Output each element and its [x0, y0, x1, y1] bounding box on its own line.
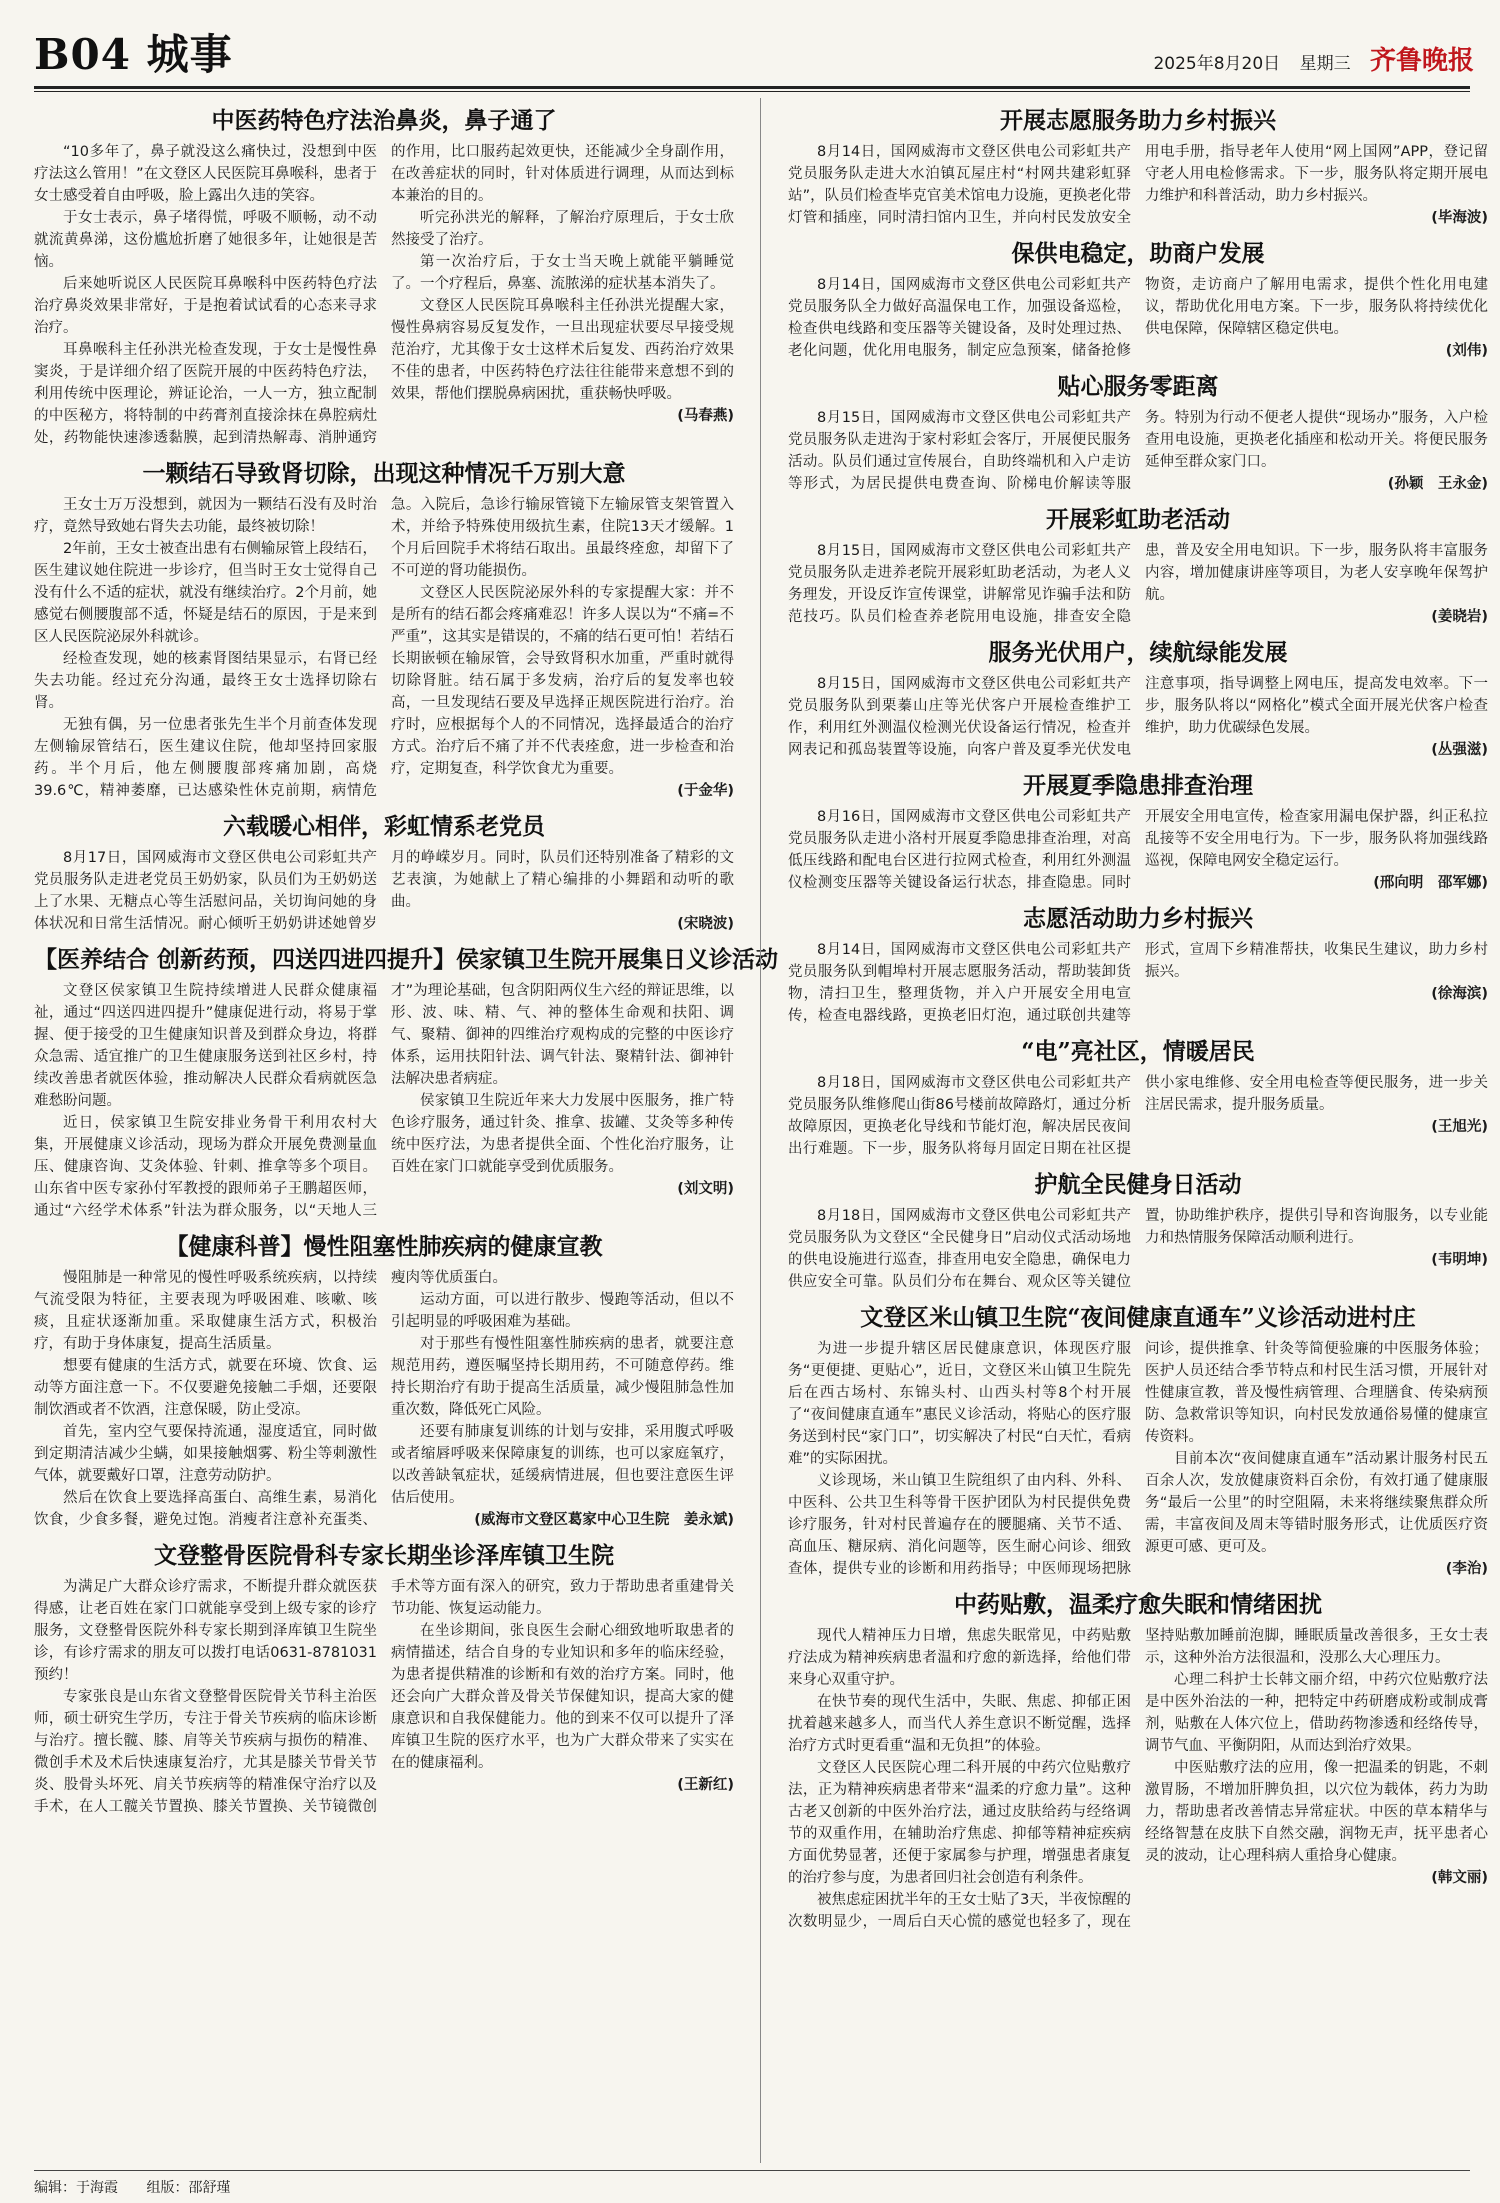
article-paragraph: 首先，室内空气要保持流通，湿度适宜，同时做到定期清洁减少尘螨，如果接触烟雾、粉尘等刺激性气体，就要戴好口罩，注意劳动防护。: [34, 1424, 377, 1484]
article-headline: 志愿活动助力乡村振兴: [1023, 905, 1253, 932]
article-paragraph: 被焦虑症困扰半年的王女士贴了3天，半夜惊醒的次数明显少，一周后白天心慌的感觉也轻多了，现在坚持贴敷加睡前泡脚，睡眠质量改善很多，王女士表示，这种外治方法很温和，没那么大心理压力。: [788, 1628, 1488, 1930]
article-paragraph: 为进一步提升辖区居民健康意识，体现医疗服务“更便捷、更贴心”，近日，文登区米山镇卫生院先后在西古场村、东锦头村、山西头村等8个村开展了“夜间健康直通车”惠民义诊活动，将贴心的医疗服务送到村民“家门口”，切实解决了村民“白天忙，看病难”的实际困扰。: [788, 1341, 1131, 1467]
article-paragraph: 为满足广大群众诊疗需求，不断提升群众就医获得感，让老百姓在家门口就能享受到上级专家的诊疗服务，文登整骨医院外科专家长期到泽库镇卫生院坐诊，有诊疗需求的朋友可以拨打电话0631-8781031预约！: [34, 1579, 377, 1683]
article-byline: (韦明坤): [1431, 1252, 1488, 1268]
article-paragraph: 在坐诊期间，张良医生会耐心细致地听取患者的病情描述，结合自身的专业知识和多年的临床经验，为患者提供精准的诊断和有效的治疗方案。同时，他还会向广大群众普及骨关节保健知识，提高大家的健康意识和自我保健能力。他的到来不仅可以提升了泽库镇卫生院的医疗水平，也为广大群众带来了实实在在的健康福利。: [391, 1623, 734, 1771]
article-paragraph: 8月18日，国网威海市文登区供电公司彩虹共产党员服务队维修爬山街86号楼前故障路灯，通过分析故障原因，更换老化导线和节能灯泡，解决居民夜间出行难题。下一步，服务队将每月固定日期在社区提供小家电维修、安全用电检查等便民服务，进一步关注居民需求，提升服务质量。: [788, 1075, 1488, 1157]
article: [788, 767, 1488, 894]
column-divider: [760, 98, 761, 2163]
article-byline: (孙颖 王永金): [1387, 476, 1488, 492]
article-paragraph: 现代人精神压力日增，焦虑失眠常见，中药贴敷疗法成为精神疾病患者温和疗愈的新选择，给他们带来身心双重守护。: [788, 1628, 1131, 1688]
article: [788, 1299, 1488, 1580]
article-body: [34, 847, 734, 935]
article: [34, 455, 734, 802]
left-column: [34, 98, 779, 1824]
article-byline: (邢向明 邵军娜): [1373, 875, 1488, 891]
article-headline: 一颗结石导致肾切除，出现这种情况千万别大意: [142, 460, 626, 487]
article-paragraph: 心理二科护士长韩文丽介绍，中药穴位贴敷疗法是中医外治法的一种，把特定中药研磨成粉或制成膏剂，贴敷在人体穴位上，借助药物渗透和经络传导，调节气血、平衡阴阳，从而达到治疗效果。: [1145, 1672, 1488, 1754]
article-headline: 六载暖心相伴，彩虹情系老党员: [223, 813, 545, 840]
article-body: [788, 939, 1488, 1027]
article-paragraph: 文登区人民医院耳鼻喉科主任孙洪光提醒大家，慢性鼻病容易反复发作，一旦出现症状要尽早接受规范治疗，尤其像于女士这样术后复发、西药治疗效果不佳的患者，中医药特色疗法往往能带来意想不到的效果，帮他们摆脱鼻病困扰，重获畅快呼吸。: [391, 298, 734, 402]
article-byline: (于金华): [677, 783, 734, 799]
page-footer: [34, 2170, 1470, 2197]
article-body: [34, 1267, 734, 1531]
article: [788, 1586, 1488, 1933]
article-paragraph: 耳鼻喉科主任孙洪光检查发现，于女士是慢性鼻窦炎，于是详细介绍了医院开展的中医药特色疗法，利用传统中医理论，辨证论治，一人一方，独立配制的中医秘方，将特制的中药膏剂直接涂抹在鼻腔病灶处，药物能快速渗透黏膜，起到清热解毒、消肿通窍的作用，比口服药起效更快，还能减少全身副作用，在改善症状的同时，针对体质进行调理，从而达到标本兼治的目的。: [34, 144, 734, 446]
article-headline: 护航全民健身日活动: [1034, 1171, 1242, 1198]
article-headline: 文登整骨医院骨科专家长期坐诊泽库镇卫生院: [154, 1542, 614, 1569]
article-body: [788, 540, 1488, 628]
article-paragraph: 义诊现场，米山镇卫生院组织了由内科、外科、中医科、公共卫生科等骨干医护团队为村民提供免费诊疗服务，针对村民普遍存在的腰腿痛、关节不适、高血压、糖尿病、消化问题等，医生耐心问诊、细致查体，提供专业的诊断和用药指导；中医师现场把脉问诊，提供推拿、针灸等简便验廉的中医服务体验；医护人员还结合季节特点和村民生活习惯，开展针对性健康宣教，普及慢性病管理、合理膳食、传染病预防、急救常识等知识，向村民发放通俗易懂的健康宣传资料。: [788, 1341, 1488, 1577]
article: [34, 808, 734, 935]
article-paragraph: 王女士万万没想到，就因为一颗结石没有及时治疗，竟然导致她右肾失去功能，最终被切除！: [34, 497, 377, 535]
page-section-title: B04 城事: [34, 30, 233, 79]
right-column: [788, 98, 1488, 1939]
article-paragraph: 近日，侯家镇卫生院安排业务骨干利用农村大集，开展健康义诊活动，现场为群众开展免费测量血压、健康咨询、艾灸体验、针刺、推拿等多个项目。山东省中医专家孙付军教授的跟师弟子王鹏超医师，通过“六经学术体系”针法为群众服务，以“天地人三才”为理论基础，包含阴阳两仪生六经的辩证思维，以形、波、味、精、气、神的整体生命观和扶阳、调气、聚精、御神的四维治疗观构成的完整的中医诊疗体系，运用扶阳针法、调气针法、聚精针法、御神针法解决患者病症。: [34, 983, 734, 1219]
article-paragraph: 还要有肺康复训练的计划与安排，采用腹式呼吸或者缩唇呼吸来保障康复的训练，也可以家庭氧疗，以改善缺氧症状，延缓病情进展，但也要注意医生评估后使用。: [391, 1424, 734, 1506]
issue-weekday: 星期三: [1299, 54, 1351, 74]
article: [788, 368, 1488, 495]
article-paragraph: 想要有健康的生活方式，就要在环境、饮食、运动等方面注意一下。不仅要避免接触二手烟，还要限制饮酒或者不饮酒，注意保暖，防止受凉。: [34, 1358, 377, 1418]
article-headline: 中医药特色疗法治鼻炎，鼻子通了: [211, 107, 557, 134]
article-paragraph: 文登区侯家镇卫生院持续增进人民群众健康福祉，通过“四送四进四提升”健康促进行动，将易于掌握、便于接受的卫生健康知识普及到群众身边，将群众急需、适宜推广的卫生健康服务送到社区乡村，持续改善患者就医体验，推动解决人民群众看病就医急难愁盼问题。: [34, 983, 377, 1109]
article-body: [788, 806, 1488, 894]
article-headline: “电”亮社区，情暖居民: [1021, 1038, 1255, 1065]
article-paragraph: 专家张良是山东省文登整骨医院骨关节科主治医师，硕士研究生学历，专注于骨关节疾病的临床诊断与治疗。擅长髋、膝、肩等关节疾病与损伤的精准、微创手术及术后快速康复治疗，尤其是膝关节骨关节炎、股骨头坏死、肩关节疾病等的精准保守治疗以及手术，在人工髋关节置换、膝关节置换、关节镜微创手术等方面有深入的研究，致力于帮助患者重建骨关节功能、恢复运动能力。: [34, 1579, 734, 1815]
article-body: [788, 407, 1488, 495]
article-byline: (刘伟): [1445, 343, 1488, 359]
article-paragraph: 第一次治疗后，于女士当天晚上就能平躺睡觉了。一个疗程后，鼻塞、流脓涕的症状基本消失了。: [391, 254, 734, 292]
article-paragraph: 8月15日，国网威海市文登区供电公司彩虹共产党员服务队走进沟于家村彩虹会客厅，开展便民服务活动。队员们通过宣传展台，自助终端机和入户走访等形式，为居民提供电费查询、阶梯电价解读等服务。特别为行动不便老人提供“现场办”服务，入户检查用电设施，更换老化插座和松动开关。将便民服务延伸至群众家门口。: [788, 410, 1488, 492]
header-meta: [1139, 40, 1474, 77]
article-headline: 开展彩虹助老活动: [1046, 506, 1230, 533]
page-header: [34, 22, 1474, 82]
article: [788, 235, 1488, 362]
header-rule: [34, 86, 1470, 89]
newspaper-logo: 齐鲁晚报: [1369, 46, 1474, 76]
article-paragraph: 慢阻肺是一种常见的慢性呼吸系统疾病，以持续气流受限为特征，主要表现为呼吸困难、咳嗽、咳痰，且症状逐渐加重。采取健康生活方式，积极治疗，有助于身体康复，提高生活质量。: [34, 1270, 377, 1352]
article-body: [34, 494, 734, 802]
article-byline: (宋晓波): [677, 916, 734, 932]
article-paragraph: 目前本次“夜间健康直通车”活动累计服务村民五百余人次，发放健康资料百余份，有效打通了健康服务“最后一公里”的时空阻隔，未来将继续聚焦群众所需，丰富夜间及周末等错时服务形式，让优质医疗资源更可感、更可及。: [1145, 1451, 1488, 1555]
article-paragraph: 然后在饮食上要选择高蛋白、高维生素，易消化饮食，少食多餐，避免过饱。消瘦者注意补充蛋类、瘦肉等优质蛋白。: [34, 1270, 507, 1528]
article-byline: (姜晓岩): [1431, 609, 1488, 625]
article-body: [788, 141, 1488, 229]
footer-editor: 编辑：于海霞: [34, 2180, 118, 2196]
article-headline: 保供电稳定，助商户发展: [1011, 240, 1265, 267]
article-paragraph: 侯家镇卫生院近年来大力发展中医服务，推广特色诊疗服务，通过针灸、推拿、拔罐、艾灸等多种传统中医疗法，为患者提供全面、个性化治疗服务，让百姓在家门口就能享受到优质服务。: [391, 1093, 734, 1175]
article-paragraph: 2年前，王女士被查出患有右侧输尿管上段结石，医生建议她住院进一步诊疗，但当时王女士觉得自己没有什么不适的症状，就没有继续治疗。2个月前，她感觉右侧腰腹部不适，怀疑是结石的原因，于是来到区人民医院泌尿外科就诊。: [34, 541, 377, 645]
article-paragraph: 8月18日，国网威海市文登区供电公司彩虹共产党员服务队为文登区“全民健身日”启动仪式活动场地的供电设施进行巡查，排查用电安全隐患，确保电力供应安全可靠。队员们分布在舞台、观众区等关键位置，协助维护秩序，提供引导和咨询服务，以专业能力和热情服务保障活动顺利进行。: [788, 1208, 1488, 1290]
article-body: [788, 1072, 1488, 1160]
issue-date: 2025年8月20日: [1153, 54, 1281, 74]
article-paragraph: 运动方面，可以进行散步、慢跑等活动，但以不引起明显的呼吸困难为基础。: [391, 1292, 734, 1330]
article: [788, 1033, 1488, 1160]
article-body: [788, 673, 1488, 761]
article-byline: (韩文丽): [1431, 1870, 1488, 1886]
article-byline: (王旭光): [1431, 1119, 1488, 1135]
article-headline: 中药贴敷，温柔疗愈失眠和情绪困扰: [954, 1591, 1322, 1618]
article-paragraph: 经检查发现，她的核素肾图结果显示，右肾已经失去功能。经过充分沟通，最终王女士选择切除右肾。: [34, 651, 377, 711]
article-headline: 开展夏季隐患排查治理: [1023, 772, 1253, 799]
article-paragraph: 于女士表示，鼻子堵得慌，呼吸不顺畅，动不动就流黄鼻涕，这份尴尬折磨了她很多年，让她很是苦恼。: [34, 210, 377, 270]
footer-layout: 组版：邵舒瑾: [146, 2180, 231, 2196]
article-headline: 开展志愿服务助力乡村振兴: [1000, 107, 1276, 134]
article-body: [788, 1625, 1488, 1933]
article-headline: 【健康科普】慢性阻塞性肺疾病的健康宣教: [165, 1233, 603, 1260]
article-paragraph: “10多年了，鼻子就没这么痛快过，没想到中医疗法这么管用！”在文登区人民医院耳鼻喉科，患者于女士感受着自由呼吸，脸上露出久违的笑容。: [34, 144, 377, 204]
article: [34, 102, 734, 449]
article: [788, 1166, 1488, 1293]
article-body: [34, 1576, 734, 1818]
article-paragraph: 8月17日，国网威海市文登区供电公司彩虹共产党员服务队走进老党员王奶奶家，队员们为王奶奶送上了水果、无糖点心等生活慰问品，关切询问她的身体状况和日常生活情况。耐心倾听王奶奶讲述她曾岁月的峥嵘岁月。同时，队员们还特别准备了精彩的文艺表演，为她献上了精心编排的小舞蹈和动听的歌曲。: [34, 850, 734, 932]
article: [34, 941, 779, 1222]
article-byline: (徐海滨): [1431, 986, 1488, 1002]
article-byline: (威海市文登区葛家中心卫生院 姜永斌): [474, 1512, 734, 1528]
article-paragraph: 8月14日，国网威海市文登区供电公司彩虹共产党员服务队走进大水泊镇瓦屋庄村“村网共建彩虹驿站”，队员们检查毕克官美术馆电力设施，更换老化带灯管和插座，同时清扫馆内卫生，并向村民发放安全用电手册，指导老年人使用“网上国网”APP，登记留守老人用电检修需求。下一步，服务队将定期开展电力维护和科普活动，助力乡村振兴。: [788, 144, 1488, 226]
article-headline: 贴心服务零距离: [1057, 373, 1219, 400]
header-rule-thin: [34, 91, 1470, 92]
article-headline: 文登区米山镇卫生院“夜间健康直通车”义诊活动进村庄: [860, 1304, 1416, 1331]
article-paragraph: 文登区人民医院心理二科开展的中药穴位贴敷疗法，正为精神疾病患者带来“温柔的疗愈力量”。这种古老又创新的中医外治疗法，通过皮肤给药与经络调节的双重作用，在辅助治疗焦虑、抑郁等精神症疾病方面优势显著，还便于家属参与护理，增强患者康复的治疗参与度，为患者回归社会创造有利条件。: [788, 1760, 1131, 1886]
article-paragraph: 无独有偶，另一位患者张先生半个月前查体发现左侧输尿管结石，医生建议住院，他却坚持回家服药。半个月后，他左侧腰腹部疼痛加剧，高烧39.6℃，精神萎靡，已达感染性休克前期，病情危急。入院后，急诊行输尿管镜下左输尿管支架管置入术，并给予特殊使用级抗生素，住院13天才缓解。1个月后回院手术将结石取出。虽最终痊愈，却留下了不可逆的肾功能损伤。: [34, 497, 734, 799]
article: [788, 501, 1488, 628]
article-byline: (王新红): [677, 1777, 734, 1793]
article: [34, 1228, 734, 1531]
article-byline: (丛强滋): [1431, 742, 1488, 758]
article-paragraph: 8月15日，国网威海市文登区供电公司彩虹共产党员服务队走进养老院开展彩虹助老活动，为老人义务理发，开设反诈宣传课堂，讲解常见诈骗手法和防范技巧。队员们检查养老院用电设施，排查安全隐患，普及安全用电知识。下一步，服务队将丰富服务内容，增加健康讲座等项目，为老人安享晚年保驾护航。: [788, 543, 1488, 625]
article: [34, 1537, 734, 1818]
article: [788, 102, 1488, 229]
article-byline: (毕海波): [1431, 210, 1488, 226]
article-byline: (李治): [1445, 1561, 1488, 1577]
article-paragraph: 对于那些有慢性阻塞性肺疾病的患者，就要注意规范用药，遵医嘱坚持长期用药，不可随意停药。维持长期治疗有助于提高生活质量，减少慢阻肺急性加重次数，降低死亡风险。: [391, 1336, 734, 1418]
article-headline: 【医养结合 创新药预，四送四进四提升】侯家镇卫生院开展集日义诊活动: [34, 946, 779, 973]
article-paragraph: 文登区人民医院泌尿外科的专家提醒大家：并不是所有的结石都会疼痛难忍！许多人误以为“不痛=不严重”，这其实是错误的，不痛的结石更可怕！若结石长期嵌顿在输尿管，会导致肾积水加重，严重时就得切除肾脏。结石属于多发病，治疗后的复发率也较高，一旦发现结石要及早选择正规医院进行治疗。治疗时，应根据每个人的不同情况，选择最适合的治疗方式。治疗后不痛了并不代表痊愈，进一步检查和治疗，定期复查，科学饮食尤为重要。: [391, 585, 734, 777]
article-paragraph: 8月16日，国网威海市文登区供电公司彩虹共产党员服务队走进小洛村开展夏季隐患排查治理，对高低压线路和配电台区进行拉网式检查，利用红外测温仪检测变压器等关键设备运行状态，排查隐患。同时开展安全用电宣传，检查家用漏电保护器，纠正私拉乱接等不安全用电行为。下一步，服务队将加强线路巡视，保障电网安全稳定运行。: [788, 809, 1488, 891]
article-paragraph: 中医贴敷疗法的应用，像一把温柔的钥匙，不刺激胃肠，不增加肝脾负担，以穴位为载体，药力为助力，帮助患者改善情志异常症状。中医的草本精华与经络智慧在皮肤下自然交融，润物无声，抚平患者心灵的波动，让心理科病人重拾身心健康。: [1145, 1760, 1488, 1864]
article-headline: 服务光伏用户，续航绿能发展: [988, 639, 1288, 666]
article-body: [788, 274, 1488, 362]
article-paragraph: 8月14日，国网威海市文登区供电公司彩虹共产党员服务队全力做好高温保电工作，加强设备巡检，检查供电线路和变压器等关键设备，及时处理过热、老化问题，优化用电服务，制定应急预案，储备抢修物资，走访商户了解用电需求，提供个性化用电建议，帮助优化用电方案。下一步，服务队将持续优化供电保障，保障辖区稳定供电。: [788, 277, 1488, 359]
article-body: [788, 1338, 1488, 1580]
article-paragraph: 8月15日，国网威海市文登区供电公司彩虹共产党员服务队到栗蓁山庄等光伏客户开展检查维护工作，利用红外测温仪检测光伏设备运行情况，检查并网表记和孤岛装置等设施，向客户普及夏季光伏发电注意事项，指导调整上网电压，提高发电效率。下一步，服务队将以“网格化”模式全面开展光伏客户检查维护，助力优碳绿色发展。: [788, 676, 1488, 758]
article-body: [34, 141, 734, 449]
article: [788, 634, 1488, 761]
article-body: [788, 1205, 1488, 1293]
article-paragraph: 8月14日，国网威海市文登区供电公司彩虹共产党员服务队到帽埠村开展志愿服务活动，帮助装卸货物，清扫卫生，整理货物，并入户开展安全用电宣传，检查电器线路，更换老旧灯泡，通过联创共建等形式，宣周下乡精准帮扶，收集民生建议，助力乡村振兴。: [788, 942, 1488, 1024]
article: [788, 900, 1488, 1027]
article-byline: (刘文明): [677, 1181, 734, 1197]
article-body: [34, 980, 734, 1222]
article-paragraph: 后来她听说区人民医院耳鼻喉科中医药特色疗法治疗鼻炎效果非常好，于是抱着试试看的心态来寻求治疗。: [34, 276, 377, 336]
article-byline: (马春燕): [677, 408, 734, 424]
article-paragraph: 听完孙洪光的解释，了解治疗原理后，于女士欣然接受了治疗。: [391, 210, 734, 248]
article-paragraph: 在快节奏的现代生活中，失眠、焦虑、抑郁正困扰着越来越多人，而当代人养生意识不断觉醒，选择治疗方式时更看重“温和无负担”的体验。: [788, 1694, 1131, 1754]
